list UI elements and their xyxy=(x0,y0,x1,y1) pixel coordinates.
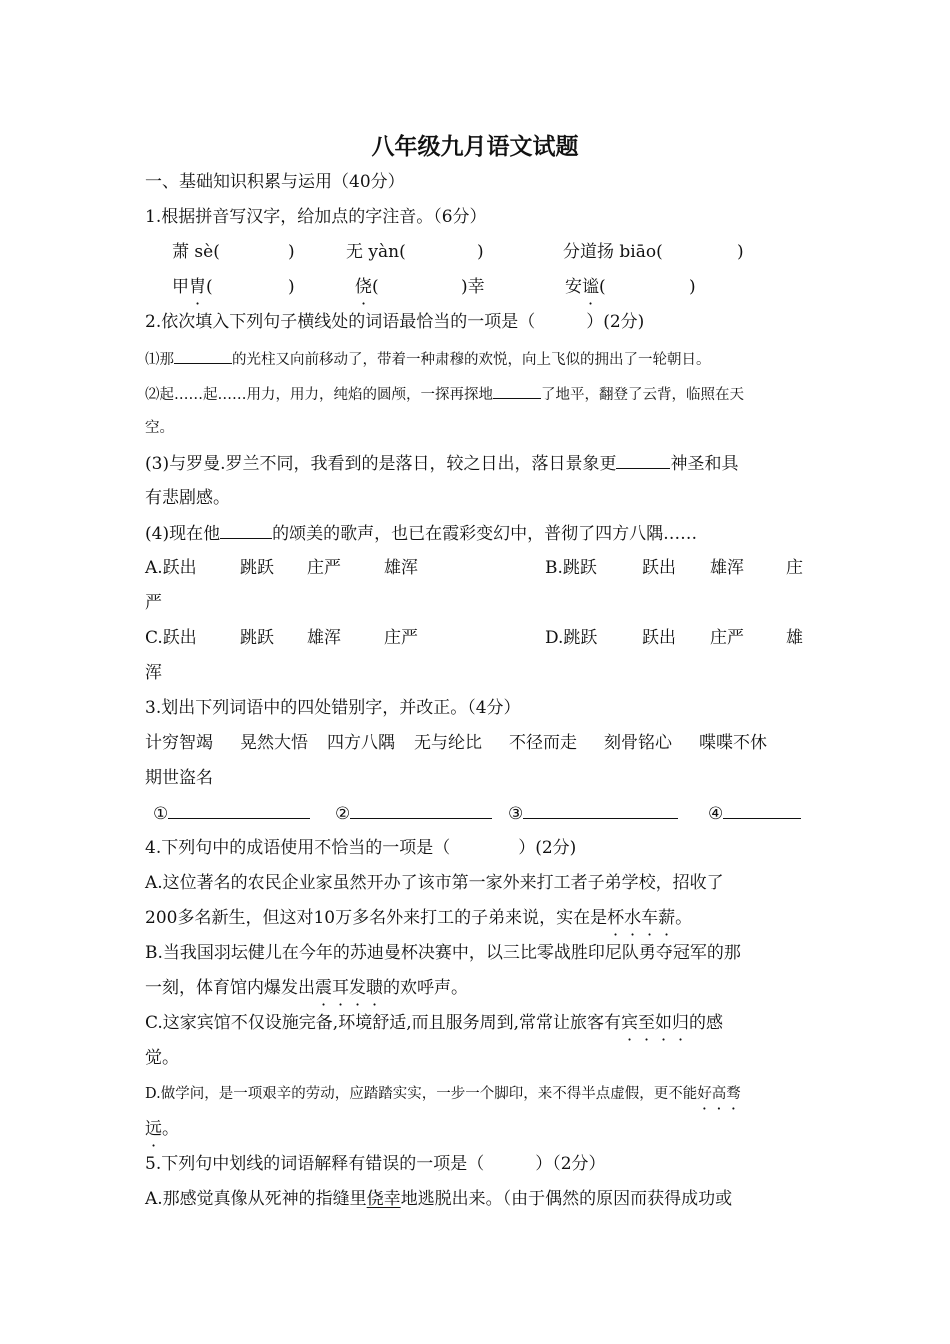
option-d-line-1: D.做学问，是一项艰辛的劳动，应踏踏实实，一步一个脚印，来不得半点虚假，更不能好高骛 xyxy=(145,1086,741,1102)
option-a-line-1: A.这位著名的农民企业家虽然开办了该市第一家外来打工者子弟学校，招收了 xyxy=(145,873,724,893)
option-a-word-3: 庄严 xyxy=(307,558,341,578)
answer-blank-3[interactable]: ③ xyxy=(508,802,678,825)
option-b-word-4: 庄 xyxy=(786,558,803,578)
dotted-item-1: 甲胄( xyxy=(172,277,213,297)
answer-blank-2[interactable]: ② xyxy=(335,802,492,825)
option-a-word-1: A.跃出 xyxy=(145,558,197,578)
section-heading: 一、基础知识积累与运用（40分） xyxy=(145,172,405,192)
option-d-word-4-cont: 浑 xyxy=(145,663,162,683)
question-2-sentence-4: (4)现在他 的颂美的歌声，也已在霞彩变幻中，普彻了四方八隅…… xyxy=(145,524,698,544)
option-b-word-2: 跃出 xyxy=(642,558,676,578)
question-5-stem: 5.下列句中划线的词语解释有错误的一项是（ ）（2分） xyxy=(145,1154,606,1174)
pinyin-item-1: 萧 sè( xyxy=(172,242,220,262)
word-item: 晃然大悟 xyxy=(240,733,308,753)
option-a-word-2: 跳跃 xyxy=(240,558,274,578)
word-item: 无与纶比 xyxy=(414,733,482,753)
word-item: 计穷智竭 xyxy=(145,733,213,753)
dotted-item-3: 安谧( xyxy=(565,277,606,297)
question-2-sentence-2-cont: 空。 xyxy=(145,420,174,436)
question-2-sentence-1: ⑴那 的光柱又向前移动了，带着一种肃穆的欢悦，向上飞似的拥出了一轮朝日。 xyxy=(145,347,711,371)
option-c-line-2: 觉。 xyxy=(145,1048,179,1068)
option-c-line-1: C.这家宾馆不仅设施完备,环境舒适,而且服务周到,常常让旅客有宾至如归的感 xyxy=(145,1013,724,1033)
option-b-word-4-cont: 严 xyxy=(145,593,162,613)
pinyin-item-3: 分道扬 biāo( xyxy=(563,242,663,262)
option-c-word-2: 跳跃 xyxy=(240,628,274,648)
option-b-line-1: B.当我国羽坛健儿在今年的苏迪曼杯决赛中，以三比零战胜印尼队勇夺冠军的那 xyxy=(145,943,741,963)
word-item: 不径而走 xyxy=(509,733,577,753)
option-a-line-2: 200多名新生，但这对10万多名外来打工的子弟来说，实在是杯水车薪。 xyxy=(145,908,693,928)
answer-blank-4[interactable]: ④ xyxy=(708,802,801,825)
option-a-word-4: 雄浑 xyxy=(384,558,418,578)
question-3-words-cont: 期世盗名 xyxy=(145,768,213,788)
option-b-word-1: B.跳跃 xyxy=(545,558,597,578)
question-3-stem: 3.划出下列词语中的四处错别字，并改正。（4分） xyxy=(145,698,521,718)
option-c-word-3: 雄浑 xyxy=(307,628,341,648)
dotted-item-1-close: ) xyxy=(288,277,295,297)
dotted-item-2-close: )幸 xyxy=(461,277,485,297)
question-2-stem: 2.依次填入下列句子横线处的词语最恰当的一项是（ ）(2分) xyxy=(145,312,645,332)
pinyin-item-1-close: ) xyxy=(288,242,295,262)
option-d-word-1: D.跳跃 xyxy=(545,628,598,648)
pinyin-item-2-close: ) xyxy=(477,242,484,262)
option-c-word-1: C.跃出 xyxy=(145,628,197,648)
option-d-word-2: 跃出 xyxy=(642,628,676,648)
word-item: 刻骨铭心 xyxy=(604,733,672,753)
word-item: 四方八隅 xyxy=(327,733,395,753)
pinyin-item-2: 无 yàn( xyxy=(346,242,406,262)
option-d-word-3: 庄严 xyxy=(710,628,744,648)
option-d-word-4: 雄 xyxy=(786,628,803,648)
question-4-stem: 4.下列句中的成语使用不恰当的一项是（ ）(2分) xyxy=(145,838,577,858)
answer-blank-1[interactable]: ① xyxy=(153,802,310,825)
dotted-item-2: 侥( xyxy=(355,277,379,297)
question-5-option-a: A.那感觉真像从死神的指缝里侥幸地逃脱出来。（由于偶然的原因而获得成功或 xyxy=(145,1189,733,1209)
option-c-word-4: 庄严 xyxy=(384,628,418,648)
pinyin-item-3-close: ) xyxy=(737,242,744,262)
question-1-stem: 1.根据拼音写汉字，给加点的字注音。（6分） xyxy=(145,207,487,227)
question-2-sentence-2: ⑵起……起……用力，用力，纯焰的圆颅，一探再探地 了地平，翻登了云背，临照在天 xyxy=(145,382,744,406)
option-b-line-2: 一刻，体育馆内爆发出震耳发聩的欢呼声。 xyxy=(145,978,468,998)
option-d-line-2: 远。 xyxy=(145,1119,179,1139)
question-2-sentence-3-cont: 有悲剧感。 xyxy=(145,488,230,508)
word-item: 喋喋不休 xyxy=(699,733,767,753)
option-b-word-3: 雄浑 xyxy=(710,558,744,578)
question-2-sentence-3: (3)与罗曼.罗兰不同，我看到的是落日，较之日出，落日景象更 神圣和具 xyxy=(145,454,739,474)
dotted-item-3-close: ) xyxy=(689,277,696,297)
page-title: 八年级九月语文试题 xyxy=(371,133,579,160)
